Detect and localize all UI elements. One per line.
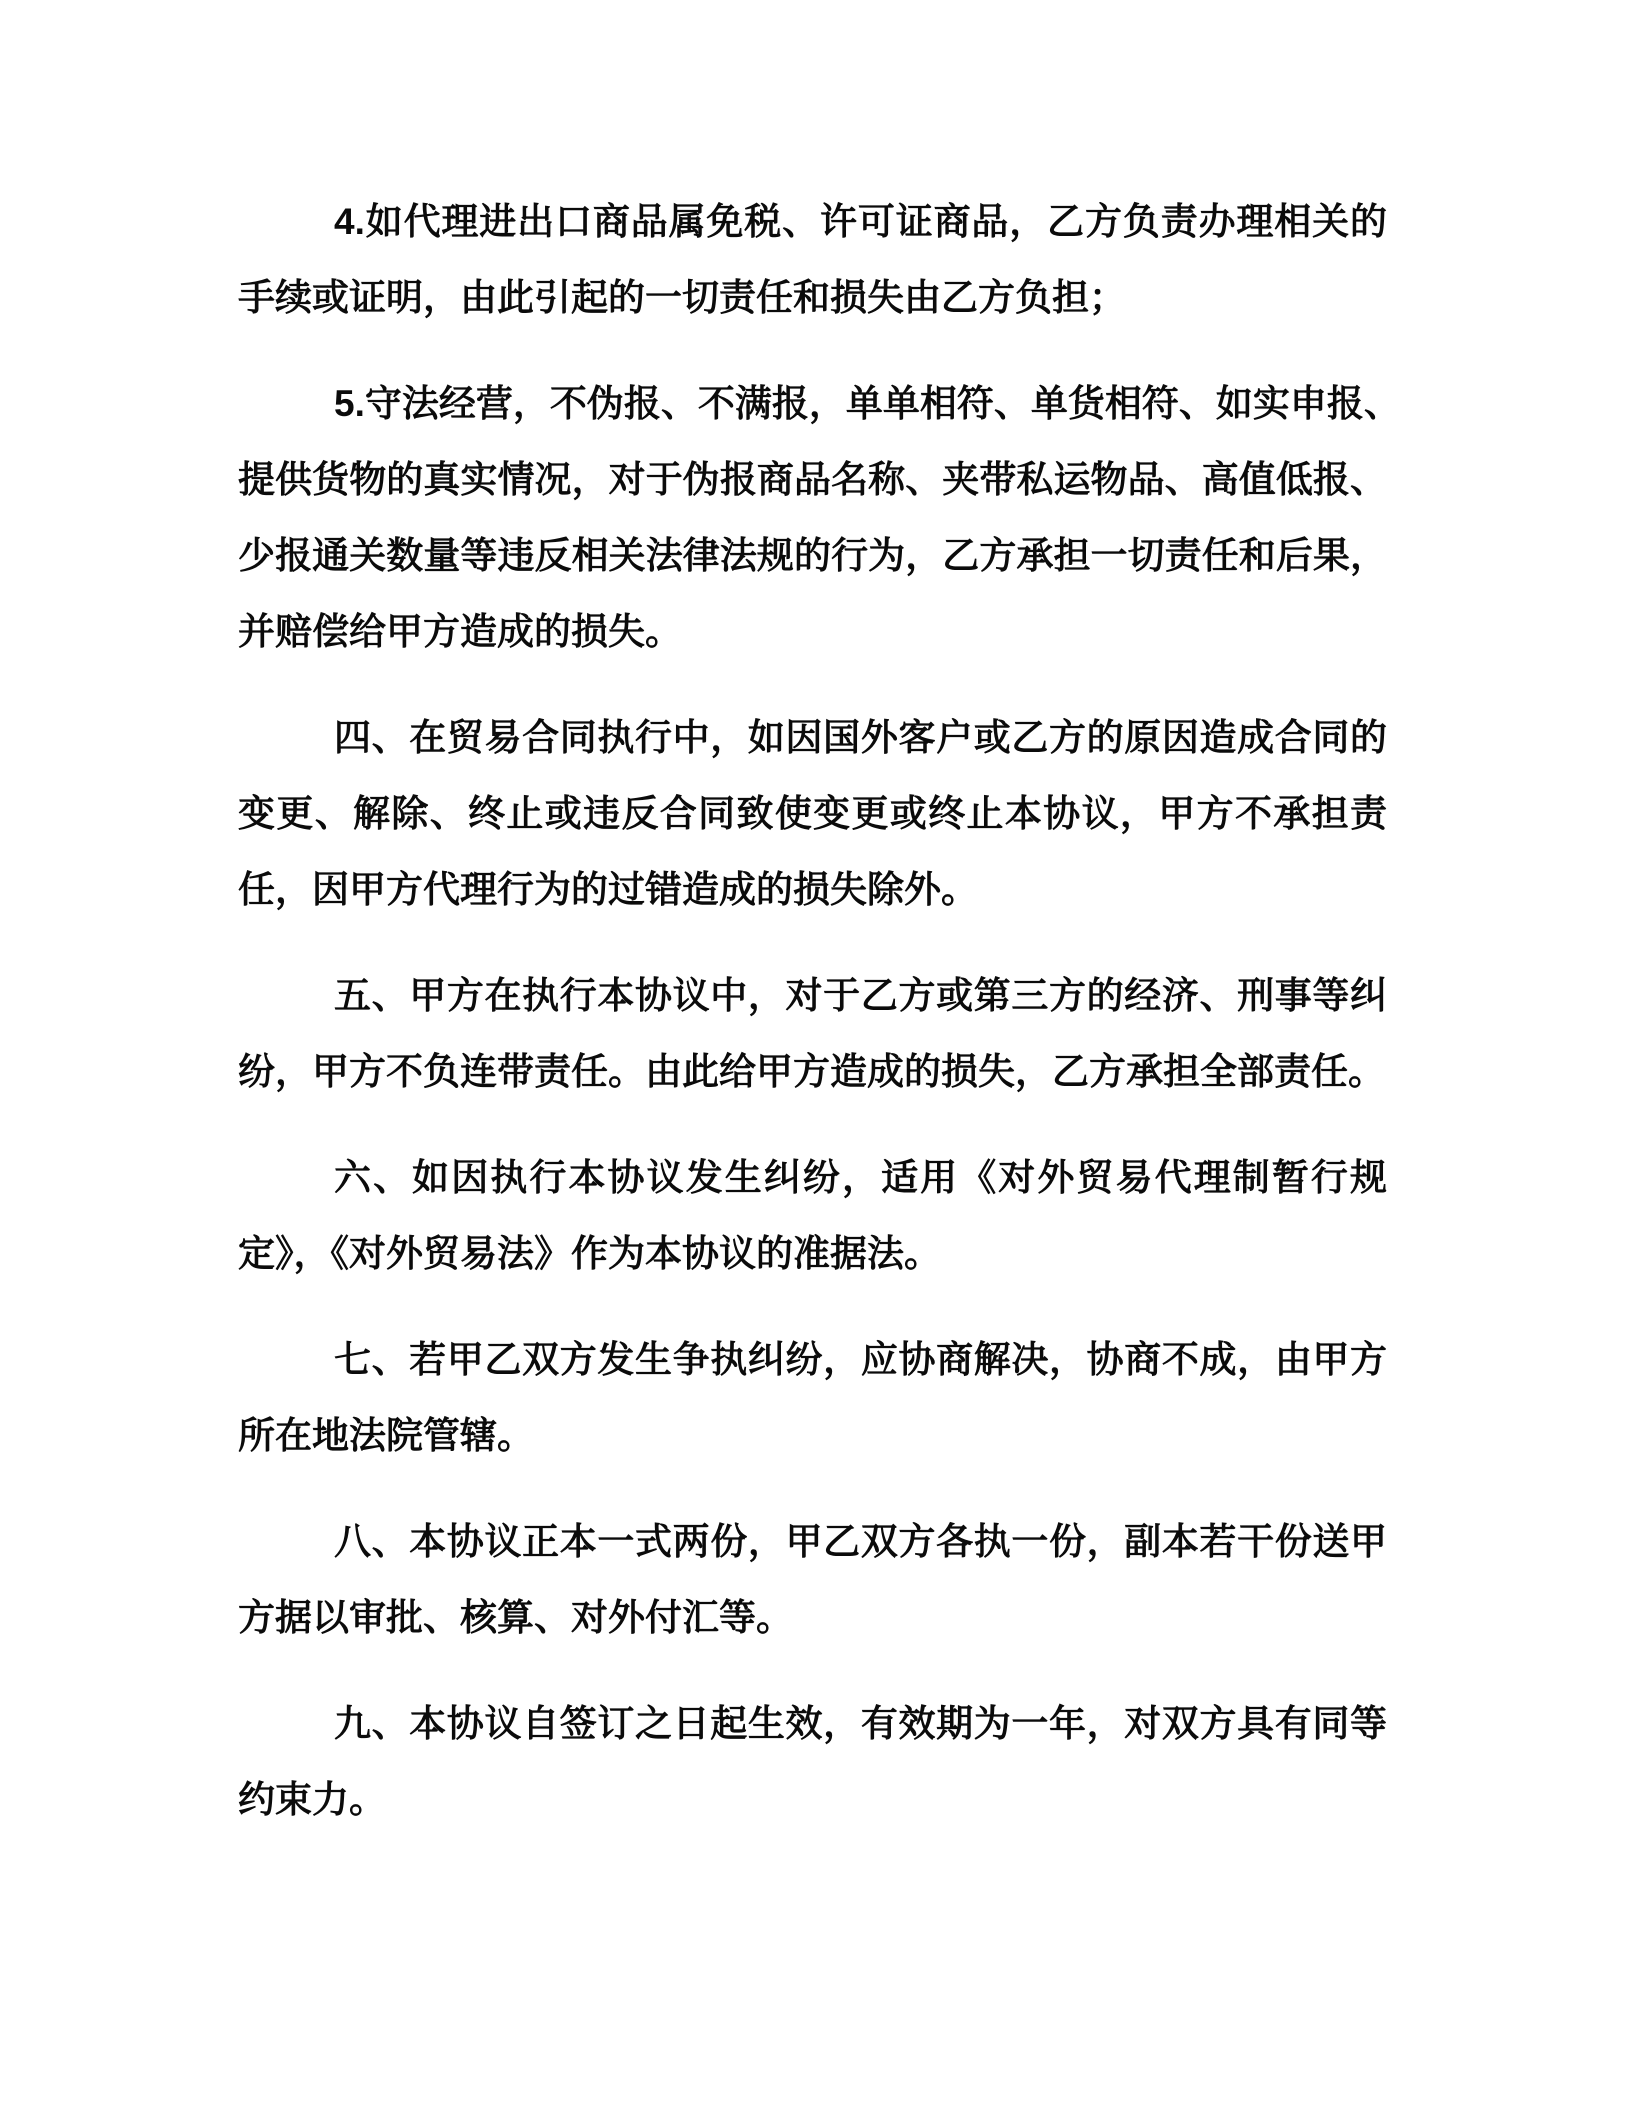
text-line: 五、甲方在执行本协议中，对于乙方或第三方的经济、刑事等纠 — [334, 975, 1387, 1016]
paragraph-clause-5 — [238, 366, 1401, 670]
text-line: 方据以审批、核算、对外付汇等。 — [238, 1597, 793, 1638]
text-line: 变更、解除、终止或违反合同致使变更或终止本协议，甲方不承担责 — [238, 793, 1387, 834]
text-line: 六、如因执行本协议发生纠纷，适用《对外贸易代理制暂行规 — [334, 1157, 1387, 1198]
paragraph-clause-liu — [238, 1140, 1387, 1292]
text-line: 约束力。 — [238, 1779, 386, 1820]
text-line: 任，因甲方代理行为的过错造成的损失除外。 — [238, 869, 978, 910]
text-line: 少报通关数量等违反相关法律法规的行为，乙方承担一切责任和后果， — [238, 535, 1387, 576]
text-line: 八、本协议正本一式两份，甲乙双方各执一份，副本若干份送甲 — [334, 1521, 1387, 1562]
paragraph-clause-qi — [238, 1322, 1387, 1474]
text-line: 并赔偿给甲方造成的损失。 — [238, 611, 682, 652]
text-line: 纷，甲方不负连带责任。由此给甲方造成的损失，乙方承担全部责任。 — [238, 1051, 1385, 1092]
text-line: 4.如代理进出口商品属免税、许可证商品，乙方负责办理相关的 — [334, 201, 1387, 242]
text-line: 5.守法经营，不伪报、不满报，单单相符、单货相符、如实申报、 — [334, 383, 1401, 424]
text-line: 手续或证明，由此引起的一切责任和损失由乙方负担； — [238, 277, 1126, 318]
text-line: 提供货物的真实情况，对于伪报商品名称、夹带私运物品、高值低报、 — [238, 459, 1387, 500]
text-line: 九、本协议自签订之日起生效，有效期为一年，对双方具有同等 — [334, 1703, 1387, 1744]
paragraph-clause-si — [238, 700, 1387, 928]
paragraph-clause-wu — [238, 958, 1387, 1110]
text-line: 四、在贸易合同执行中，如因国外客户或乙方的原因造成合同的 — [334, 717, 1387, 758]
paragraph-clause-ba — [238, 1504, 1387, 1656]
paragraph-clause-4 — [238, 184, 1387, 336]
text-line: 所在地法院管辖。 — [238, 1415, 534, 1456]
text-line: 定》，《对外贸易法》作为本协议的准据法。 — [238, 1233, 941, 1274]
contract-body — [238, 184, 1401, 1868]
paragraph-clause-jiu — [238, 1686, 1387, 1838]
text-line: 七、若甲乙双方发生争执纠纷，应协商解决，协商不成，由甲方 — [334, 1339, 1387, 1380]
